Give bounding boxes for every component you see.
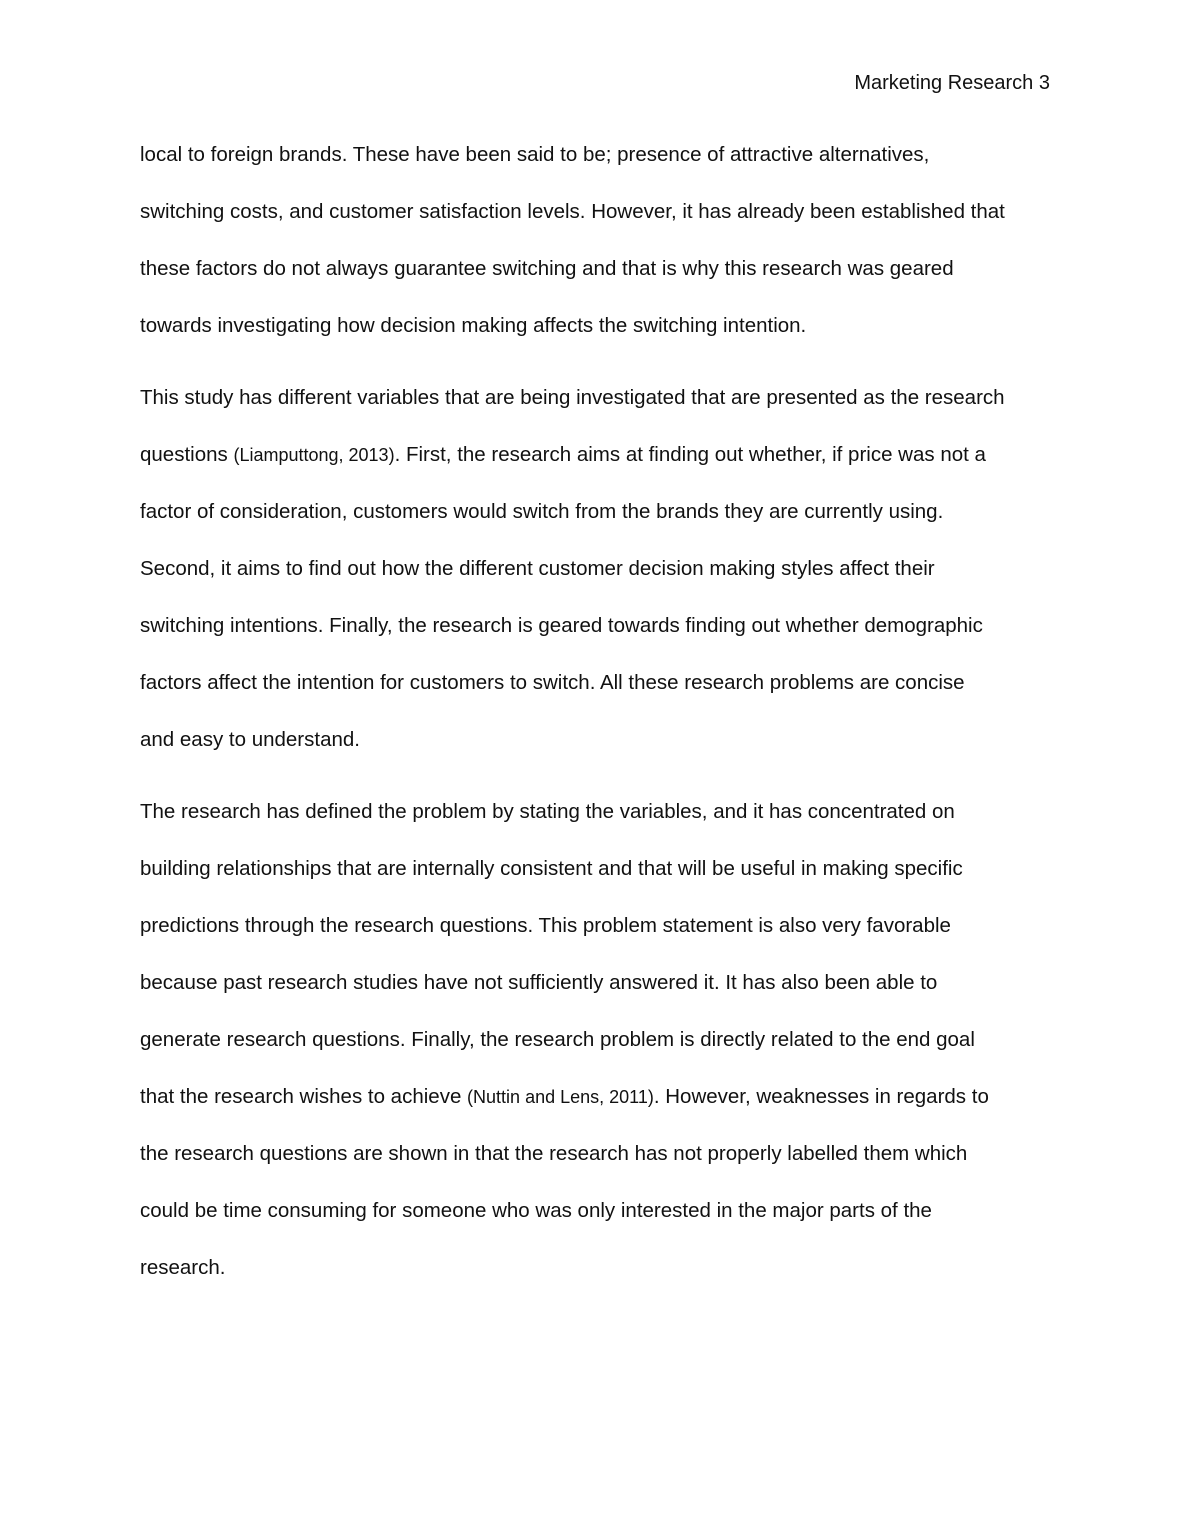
citation: (Nuttin and Lens, 2011) <box>467 1087 654 1107</box>
text-line-with-citation <box>140 426 1055 483</box>
text-line-with-citation <box>140 1068 1055 1125</box>
text-line: factors affect the intention for customers to switch. All these research problems are concise <box>140 671 965 694</box>
paragraph-3 <box>140 783 1055 1296</box>
line-text: that the research wishes to achieve <box>140 1085 468 1108</box>
text-line: This study has different variables that are being investigated that are presented as the research <box>140 386 1005 409</box>
text-line: generate research questions. Finally, the research problem is directly related to the end goal <box>140 1028 975 1051</box>
running-head: Marketing Research 3 <box>854 72 1050 94</box>
text-line: research. <box>140 1256 226 1279</box>
line-text: . First, the research aims at finding out whether, if price was not a <box>394 443 986 466</box>
text-line: the research questions are shown in that the research has not properly labelled them which <box>140 1142 968 1165</box>
text-line: building relationships that are internally consistent and that will be useful in making specific <box>140 857 963 880</box>
paragraph-1 <box>140 126 1055 354</box>
line-text: . However, weaknesses in regards to <box>653 1085 989 1108</box>
text-line: switching intentions. Finally, the research is geared towards finding out whether demographic <box>140 614 983 637</box>
text-line: switching costs, and customer satisfaction levels. However, it has already been established that <box>140 200 1005 223</box>
text-line: and easy to understand. <box>140 728 360 751</box>
text-line: local to foreign brands. These have been said to be; presence of attractive alternatives, <box>140 143 930 166</box>
text-line: towards investigating how decision making affects the switching intention. <box>140 314 807 337</box>
text-line: predictions through the research questions. This problem statement is also very favorable <box>140 914 951 937</box>
text-line: because past research studies have not sufficiently answered it. It has also been able to <box>140 971 938 994</box>
paragraph-2 <box>140 369 1055 768</box>
text-line: factor of consideration, customers would switch from the brands they are currently using. <box>140 500 944 523</box>
body-text <box>140 126 1055 1311</box>
text-line: these factors do not always guarantee switching and that is why this research was geared <box>140 257 954 280</box>
line-text: questions <box>140 443 234 466</box>
citation: (Liamputtong, 2013) <box>233 445 395 465</box>
text-line: The research has defined the problem by stating the variables, and it has concentrated on <box>140 800 955 823</box>
text-line: Second, it aims to find out how the different customer decision making styles affect their <box>140 557 935 580</box>
text-line: could be time consuming for someone who was only interested in the major parts of the <box>140 1199 932 1222</box>
